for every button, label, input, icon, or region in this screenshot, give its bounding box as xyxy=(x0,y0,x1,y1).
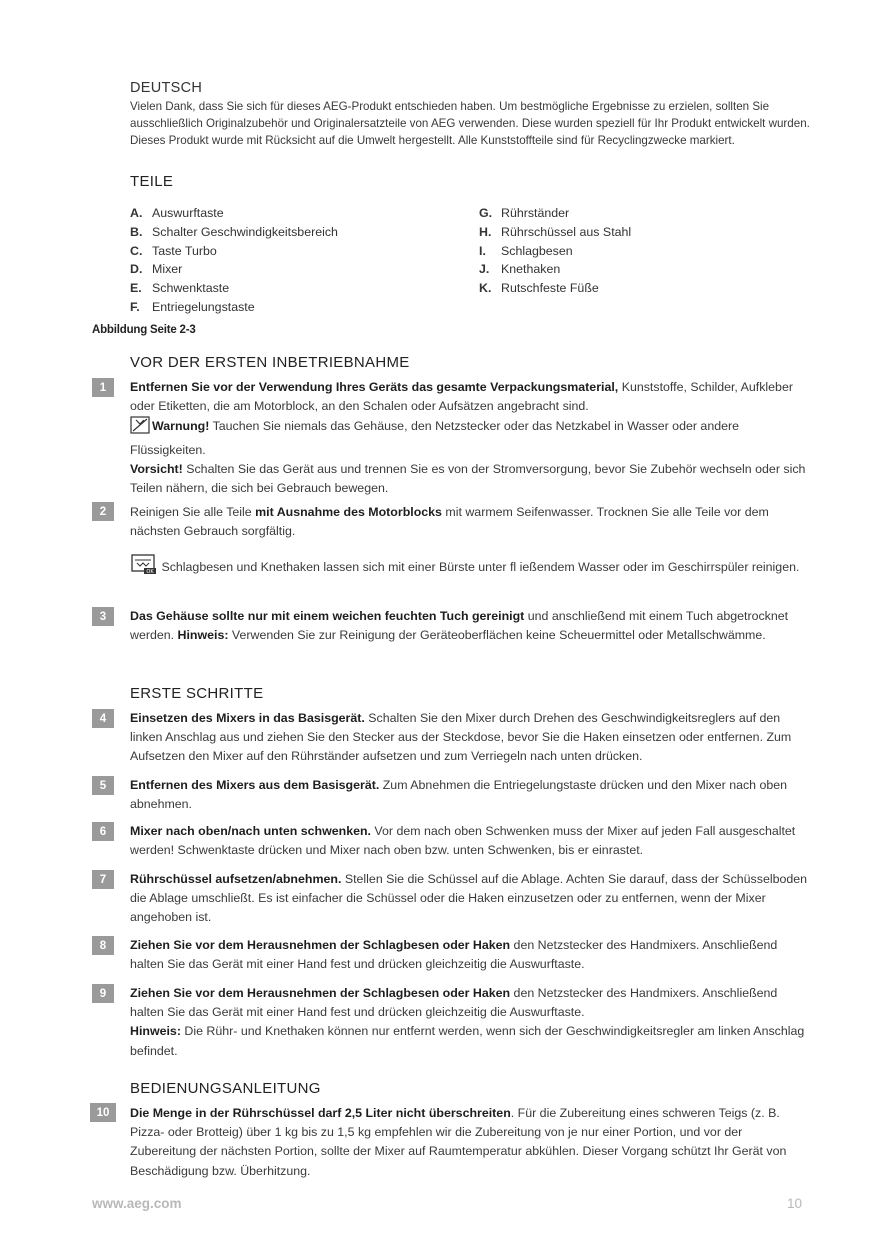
step-4-text: Einsetzen des Mixers in das Basisgerät. Schalten Sie den Mixer durch Drehen des Geschwindigkeitsreglers auf den linken Anschlag aus und ziehen Sie den Stecker aus der Steckdose, bevor Sie die Haken einsetzen oder entfernen. Zum Aufsetzen den Mixer auf den Rührständer aufsetzen und zum Verriegeln nach unten drücken. xyxy=(130,711,792,764)
parts-list-right xyxy=(479,204,631,298)
footer-url: www.aeg.com xyxy=(92,1196,182,1211)
page-number: 10 xyxy=(786,1196,802,1211)
step-8-text: Ziehen Sie vor dem Herausnehmen der Schlagbesen oder Haken den Netzstecker des Handmixers. Anschließend halten Sie das Gerät mit einer Hand fest und drücken gleichzeitig die Auswurftaste. xyxy=(130,938,778,972)
figure-reference: Abbildung Seite 2-3 xyxy=(92,324,196,336)
step-5-text: Entfernen des Mixers aus dem Basisgerät. Zum Abnehmen die Entriegelungstaste drücken und den Mixer nach oben abnehmen. xyxy=(130,778,788,812)
svg-text:OK: OK xyxy=(146,569,154,575)
step-number-badge: 4 xyxy=(92,709,114,728)
before-first-use-title: VOR DER ERSTEN INBETRIEBNAHME xyxy=(130,354,410,371)
part-item: D. Mixer xyxy=(130,262,183,277)
step-number-badge: 10 xyxy=(90,1103,116,1122)
part-item: E. Schwenktaste xyxy=(130,281,230,296)
part-item: A. Auswurftaste xyxy=(130,206,224,220)
operation-title: BEDIENUNGSANLEITUNG xyxy=(130,1080,321,1097)
warning-icon xyxy=(130,416,152,440)
parts-title: TEILE xyxy=(130,173,174,190)
step-number-badge: 3 xyxy=(92,607,114,626)
step-number-badge: 2 xyxy=(92,502,114,521)
step-number-badge: 9 xyxy=(92,984,114,1003)
step-10-text: Die Menge in der Rührschüssel darf 2,5 Liter nicht überschreiten. Für die Zubereitung eines schweren Teigs (z. B. Pizza- oder Brotteig) über 1 kg bis zu 1,5 kg empfehlen wir die Zubereitung von je nur einer Portion, und vor der Zubereitung der nächsten Portion, sollte der Mixer auf Raumtemperatur abkühlen. Dieser Vorgang schützt Ihr Gerät von Beschädigung bzw. Überhitzung. xyxy=(130,1106,787,1178)
step-number-badge: 5 xyxy=(92,776,114,795)
part-item: K. Rutschfeste Füße xyxy=(479,281,599,296)
part-item: I. Schlagbesen xyxy=(479,243,573,258)
first-steps-title: ERSTE SCHRITTE xyxy=(130,685,264,702)
step-9-text: Ziehen Sie vor dem Herausnehmen der Schlagbesen oder Haken den Netzstecker des Handmixers. Anschließend halten Sie das Gerät mit einer Hand fest und drücken gleichzeitig die Auswurftaste. Hinweis: Die Rühr- und Knethaken können nur entfernt werden, wenn sich der Geschwindigkeitsregler am linken Anschlag befindet. xyxy=(130,986,805,1058)
step-2-text: Reinigen Sie alle Teile mit Ausnahme des Motorblocks mit warmem Seifenwasser. Trocknen Sie alle Teile vor dem nächsten Gebrauch sorgfältig. xyxy=(130,505,769,539)
step-number-badge: 8 xyxy=(92,936,114,955)
step-number-badge: 6 xyxy=(92,822,114,841)
part-item: F. Entriegelungstaste xyxy=(130,299,255,314)
intro-paragraph: Vielen Dank, dass Sie sich für dieses AEG-Produkt entschieden haben. Um bestmögliche Ergebnisse zu erzielen, sollten Sie ausschließlich Originalzubehör und Originalersatzteile von AEG verwenden. Diese wurden speziell für Ihr Produkt entwickelt wurden. Dieses Produkt wurde mit Rücksicht auf die Umwelt hergestellt. Alle Kunststoffteile sind für Recyclingzwecke markiert. xyxy=(130,100,810,147)
step-3-text: Das Gehäuse sollte nur mit einem weichen feuchten Tuch gereinigt und anschließend mit einem Tuch abgetrocknet werden. Hinweis: Verwenden Sie zur Reinigung der Geräteoberflächen keine Scheuermittel oder Metallschwämme. xyxy=(130,609,789,643)
step-2-dishwasher-note: OK Schlagbesen und Knethaken lassen sich mit einer Bürste unter fl ießendem Wasser oder im Geschirrspüler reinigen. xyxy=(130,553,810,581)
parts-list-left xyxy=(130,204,338,317)
part-item: B. Schalter Geschwindigkeitsbereich xyxy=(130,224,338,239)
part-item: C. Taste Turbo xyxy=(130,243,217,258)
step-6-text: Mixer nach oben/nach unten schwenken. Vor dem nach oben Schwenken muss der Mixer auf jeden Fall ausgeschaltet werden! Schwenktaste drücken und Mixer nach oben bzw. unten Schwenken, bis er einrastet. xyxy=(130,824,796,858)
language-title: DEUTSCH xyxy=(130,80,203,96)
step-number-badge: 7 xyxy=(92,870,114,889)
step-number-badge: 1 xyxy=(92,378,114,397)
step-7-text: Rührschüssel aufsetzen/abnehmen. Stellen Sie die Schüssel auf die Ablage. Achten Sie darauf, dass der Schüsselboden die Ablage umschließt. Es ist einfacher die Schüssel oder die Haken einzusetzen oder zu entfernen, wenn der Mixer angehoben ist. xyxy=(130,872,808,925)
part-item: H. Rührschüssel aus Stahl xyxy=(479,224,632,239)
part-item: J. Knethaken xyxy=(479,262,561,277)
dishwasher-icon xyxy=(130,553,158,581)
part-item: G. Rührständer xyxy=(479,206,570,220)
step-1-text: Entfernen Sie vor der Verwendung Ihres Geräts das gesamte Verpackungsmaterial, Kunststoffe, Schilder, Aufkleber oder Etiketten, die am Motorblock, an den Schalen oder Aufsätzen angebracht sind. Warnung! Tauchen Sie niemals das Gehäuse, den Netzstecker oder das Netzkabel in Wasser oder andere Flüssigkeiten. Vorsicht! Schalten Sie das Gerät aus und trennen Sie es von der Stromversorgung, bevor Sie Zubehör wechseln oder sich Teilen nähern, die sich bei Gebrauch bewegen. xyxy=(130,380,806,496)
